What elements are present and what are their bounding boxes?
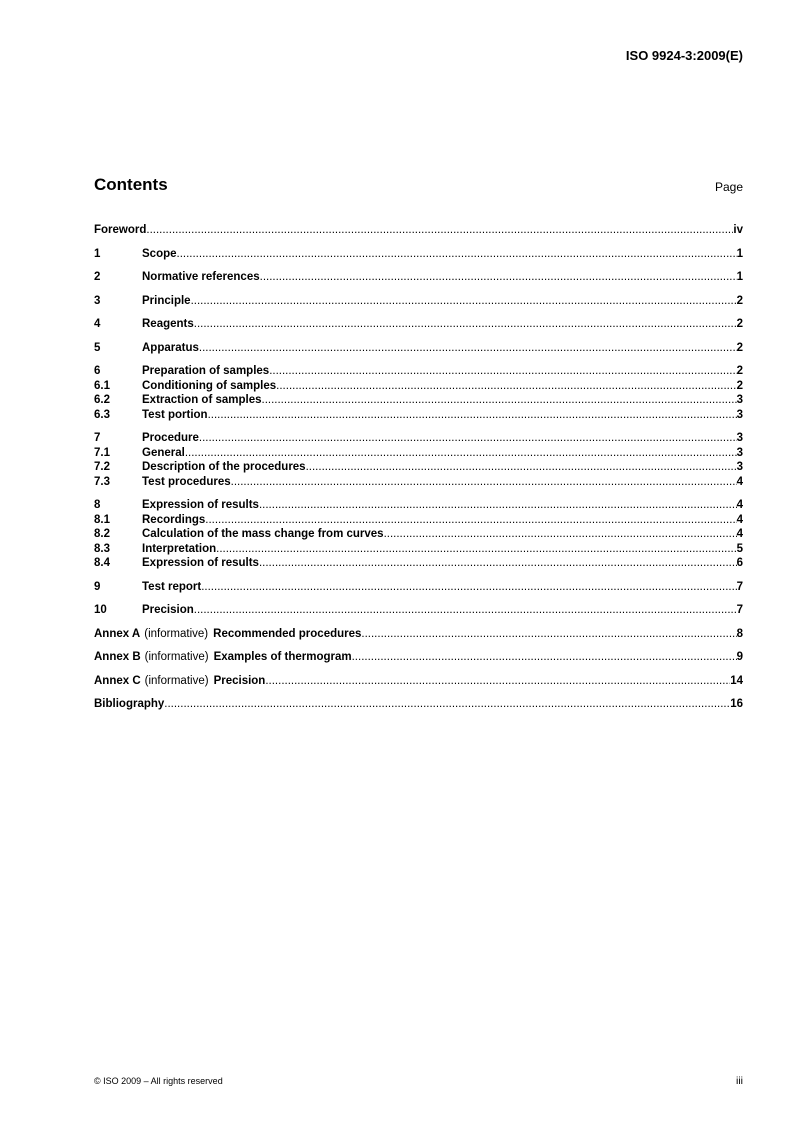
toc-entry-title: Test report xyxy=(142,580,202,593)
toc-entry-page: 7 xyxy=(736,604,743,616)
toc-entry-title: Normative references xyxy=(142,271,260,283)
dot-leader xyxy=(205,513,736,528)
toc-entry-title: Test procedures xyxy=(142,475,231,488)
toc-entry-number: 7.1 xyxy=(94,446,110,459)
dot-leader xyxy=(361,627,736,642)
toc-entry-page: 16 xyxy=(730,698,743,710)
dot-leader xyxy=(146,223,733,238)
toc-entry-principle[interactable] xyxy=(94,294,743,309)
toc-entry-number: 4 xyxy=(94,318,101,330)
toc-entry-extraction-of-samples[interactable] xyxy=(94,393,743,408)
toc-entry-title: Description of the procedures xyxy=(142,461,306,473)
toc-entry-number: 6.1 xyxy=(94,379,110,392)
toc-entry-normative-references[interactable] xyxy=(94,270,743,285)
toc-entry-page: 1 xyxy=(736,271,743,283)
toc-entry-title: Procedure xyxy=(142,432,199,444)
page-column-label: Page xyxy=(714,180,743,194)
footer-page-number: iii xyxy=(736,1075,743,1087)
dot-leader xyxy=(352,650,737,665)
dot-leader xyxy=(194,317,737,332)
toc-entry-annex-a[interactable] xyxy=(94,627,743,642)
footer-copyright: © ISO 2009 – All rights reserved xyxy=(94,1076,223,1086)
toc-entry-number: 7.2 xyxy=(94,461,110,473)
toc-entry-number: 8 xyxy=(94,499,101,511)
toc-entry-bibliography[interactable] xyxy=(94,697,743,712)
toc-entry-foreword[interactable] xyxy=(94,223,743,238)
toc-entry-number: 6 xyxy=(94,365,101,377)
toc-entry-recordings[interactable] xyxy=(94,513,743,528)
annex-informative-label: (informative) xyxy=(144,674,209,687)
dot-leader xyxy=(269,364,736,379)
toc-entry-number: 8.3 xyxy=(94,542,110,555)
annex-label: Annex B xyxy=(94,651,141,663)
toc-entry-scope[interactable] xyxy=(94,247,743,262)
toc-entry-number: 6.2 xyxy=(94,394,110,406)
toc-entry-description-of-procedures[interactable] xyxy=(94,460,743,475)
toc-entry-page: 9 xyxy=(736,651,743,663)
toc-entry-number: 1 xyxy=(94,247,101,260)
toc-entry-number: 9 xyxy=(94,580,101,593)
toc-entry-title: Calculation of the mass change from curves xyxy=(142,528,384,540)
dot-leader xyxy=(199,431,737,446)
toc-entry-title: Foreword xyxy=(94,224,147,236)
toc-entry-page: 7 xyxy=(736,580,743,593)
toc-entry-page: 3 xyxy=(736,408,743,421)
toc-entry-page: 6 xyxy=(736,557,743,569)
toc-entry-title: Bibliography xyxy=(94,698,165,710)
dot-leader xyxy=(259,498,737,513)
toc-entry-title: Expression of results xyxy=(142,499,259,511)
dot-leader xyxy=(384,527,737,542)
toc-entry-title: Scope xyxy=(142,247,177,260)
toc-entry-apparatus[interactable] xyxy=(94,341,743,356)
toc-entry-title: Apparatus xyxy=(142,341,199,354)
toc-entry-title: Expression of results xyxy=(142,557,259,569)
toc-entry-title: Interpretation xyxy=(142,542,217,555)
toc-entry-number: 7 xyxy=(94,432,101,444)
toc-entry-page: 4 xyxy=(736,499,743,511)
toc-entry-precision[interactable] xyxy=(94,603,743,618)
dot-leader xyxy=(231,475,737,490)
toc-entry-title: Extraction of samples xyxy=(142,394,262,406)
toc-entry-procedure[interactable] xyxy=(94,431,743,446)
toc-entry-general[interactable] xyxy=(94,446,743,461)
toc-entry-page: 3 xyxy=(736,446,743,459)
toc-entry-expression-of-results-sub[interactable] xyxy=(94,556,743,571)
dot-leader xyxy=(199,341,737,356)
dot-leader xyxy=(216,542,736,557)
annex-informative-label: (informative) xyxy=(144,627,209,640)
toc-entry-interpretation[interactable] xyxy=(94,542,743,557)
document-id: ISO 9924-3:2009(E) xyxy=(625,48,743,63)
toc-entry-page: 3 xyxy=(736,432,743,444)
dot-leader xyxy=(306,460,737,475)
table-of-contents xyxy=(94,223,743,712)
dot-leader xyxy=(259,556,737,571)
dot-leader xyxy=(208,408,737,423)
toc-entry-title: Precision xyxy=(142,604,194,616)
dot-leader xyxy=(262,393,737,408)
toc-entry-number: 6.3 xyxy=(94,408,110,421)
toc-entry-page: 3 xyxy=(736,394,743,406)
toc-entry-conditioning-of-samples[interactable] xyxy=(94,379,743,394)
contents-title: Contents xyxy=(94,175,168,194)
toc-entry-page: 2 xyxy=(736,341,743,354)
dot-leader xyxy=(201,580,736,595)
dot-leader xyxy=(276,379,736,394)
toc-entry-test-report[interactable] xyxy=(94,580,743,595)
toc-entry-page: iv xyxy=(733,224,743,236)
toc-entry-number: 8.1 xyxy=(94,513,110,526)
annex-label: Annex C xyxy=(94,674,141,687)
toc-entry-page: 8 xyxy=(736,627,743,640)
toc-entry-number: 3 xyxy=(94,294,101,307)
toc-entry-number: 10 xyxy=(94,604,107,616)
toc-entry-annex-c[interactable] xyxy=(94,674,743,689)
annex-informative-label: (informative) xyxy=(144,651,209,663)
toc-entry-page: 4 xyxy=(736,528,743,540)
toc-entry-title: Precision xyxy=(213,674,266,687)
toc-entry-title: Reagents xyxy=(142,318,194,330)
toc-entry-title: Recommended procedures xyxy=(213,627,362,640)
toc-entry-number: 8.4 xyxy=(94,557,110,569)
toc-entry-page: 2 xyxy=(736,318,743,330)
toc-entry-annex-b[interactable] xyxy=(94,650,743,665)
toc-entry-test-procedures[interactable] xyxy=(94,475,743,490)
dot-leader xyxy=(185,446,737,461)
toc-entry-page: 3 xyxy=(736,461,743,473)
toc-entry-title: Examples of thermogram xyxy=(213,651,352,663)
toc-entry-page: 5 xyxy=(736,542,743,555)
toc-entry-page: 4 xyxy=(736,475,743,488)
toc-entry-page: 2 xyxy=(736,294,743,307)
toc-entry-test-portion[interactable] xyxy=(94,408,743,423)
toc-entry-expression-of-results[interactable] xyxy=(94,498,743,513)
toc-entry-page: 4 xyxy=(736,513,743,526)
toc-entry-calculation-of-mass-change[interactable] xyxy=(94,527,743,542)
toc-entry-page: 2 xyxy=(736,379,743,392)
toc-entry-title: Principle xyxy=(142,294,191,307)
toc-entry-page: 14 xyxy=(730,674,743,687)
toc-entry-page: 1 xyxy=(736,247,743,260)
dot-leader xyxy=(164,697,730,712)
dot-leader xyxy=(194,603,737,618)
toc-entry-number: 5 xyxy=(94,341,101,354)
toc-entry-title: Test portion xyxy=(142,408,208,421)
toc-entry-number: 2 xyxy=(94,271,101,283)
dot-leader xyxy=(265,674,730,689)
dot-leader xyxy=(177,247,737,262)
toc-entry-number: 8.2 xyxy=(94,528,110,540)
toc-entry-number: 7.3 xyxy=(94,475,110,488)
dot-leader xyxy=(191,294,737,309)
toc-entry-reagents[interactable] xyxy=(94,317,743,332)
dot-leader xyxy=(260,270,737,285)
toc-entry-title: Conditioning of samples xyxy=(142,379,277,392)
toc-entry-title: General xyxy=(142,446,185,459)
toc-entry-page: 2 xyxy=(736,365,743,377)
annex-label: Annex A xyxy=(94,627,141,640)
toc-entry-title: Recordings xyxy=(142,513,206,526)
toc-entry-preparation-of-samples[interactable] xyxy=(94,364,743,379)
toc-entry-title: Preparation of samples xyxy=(142,365,270,377)
